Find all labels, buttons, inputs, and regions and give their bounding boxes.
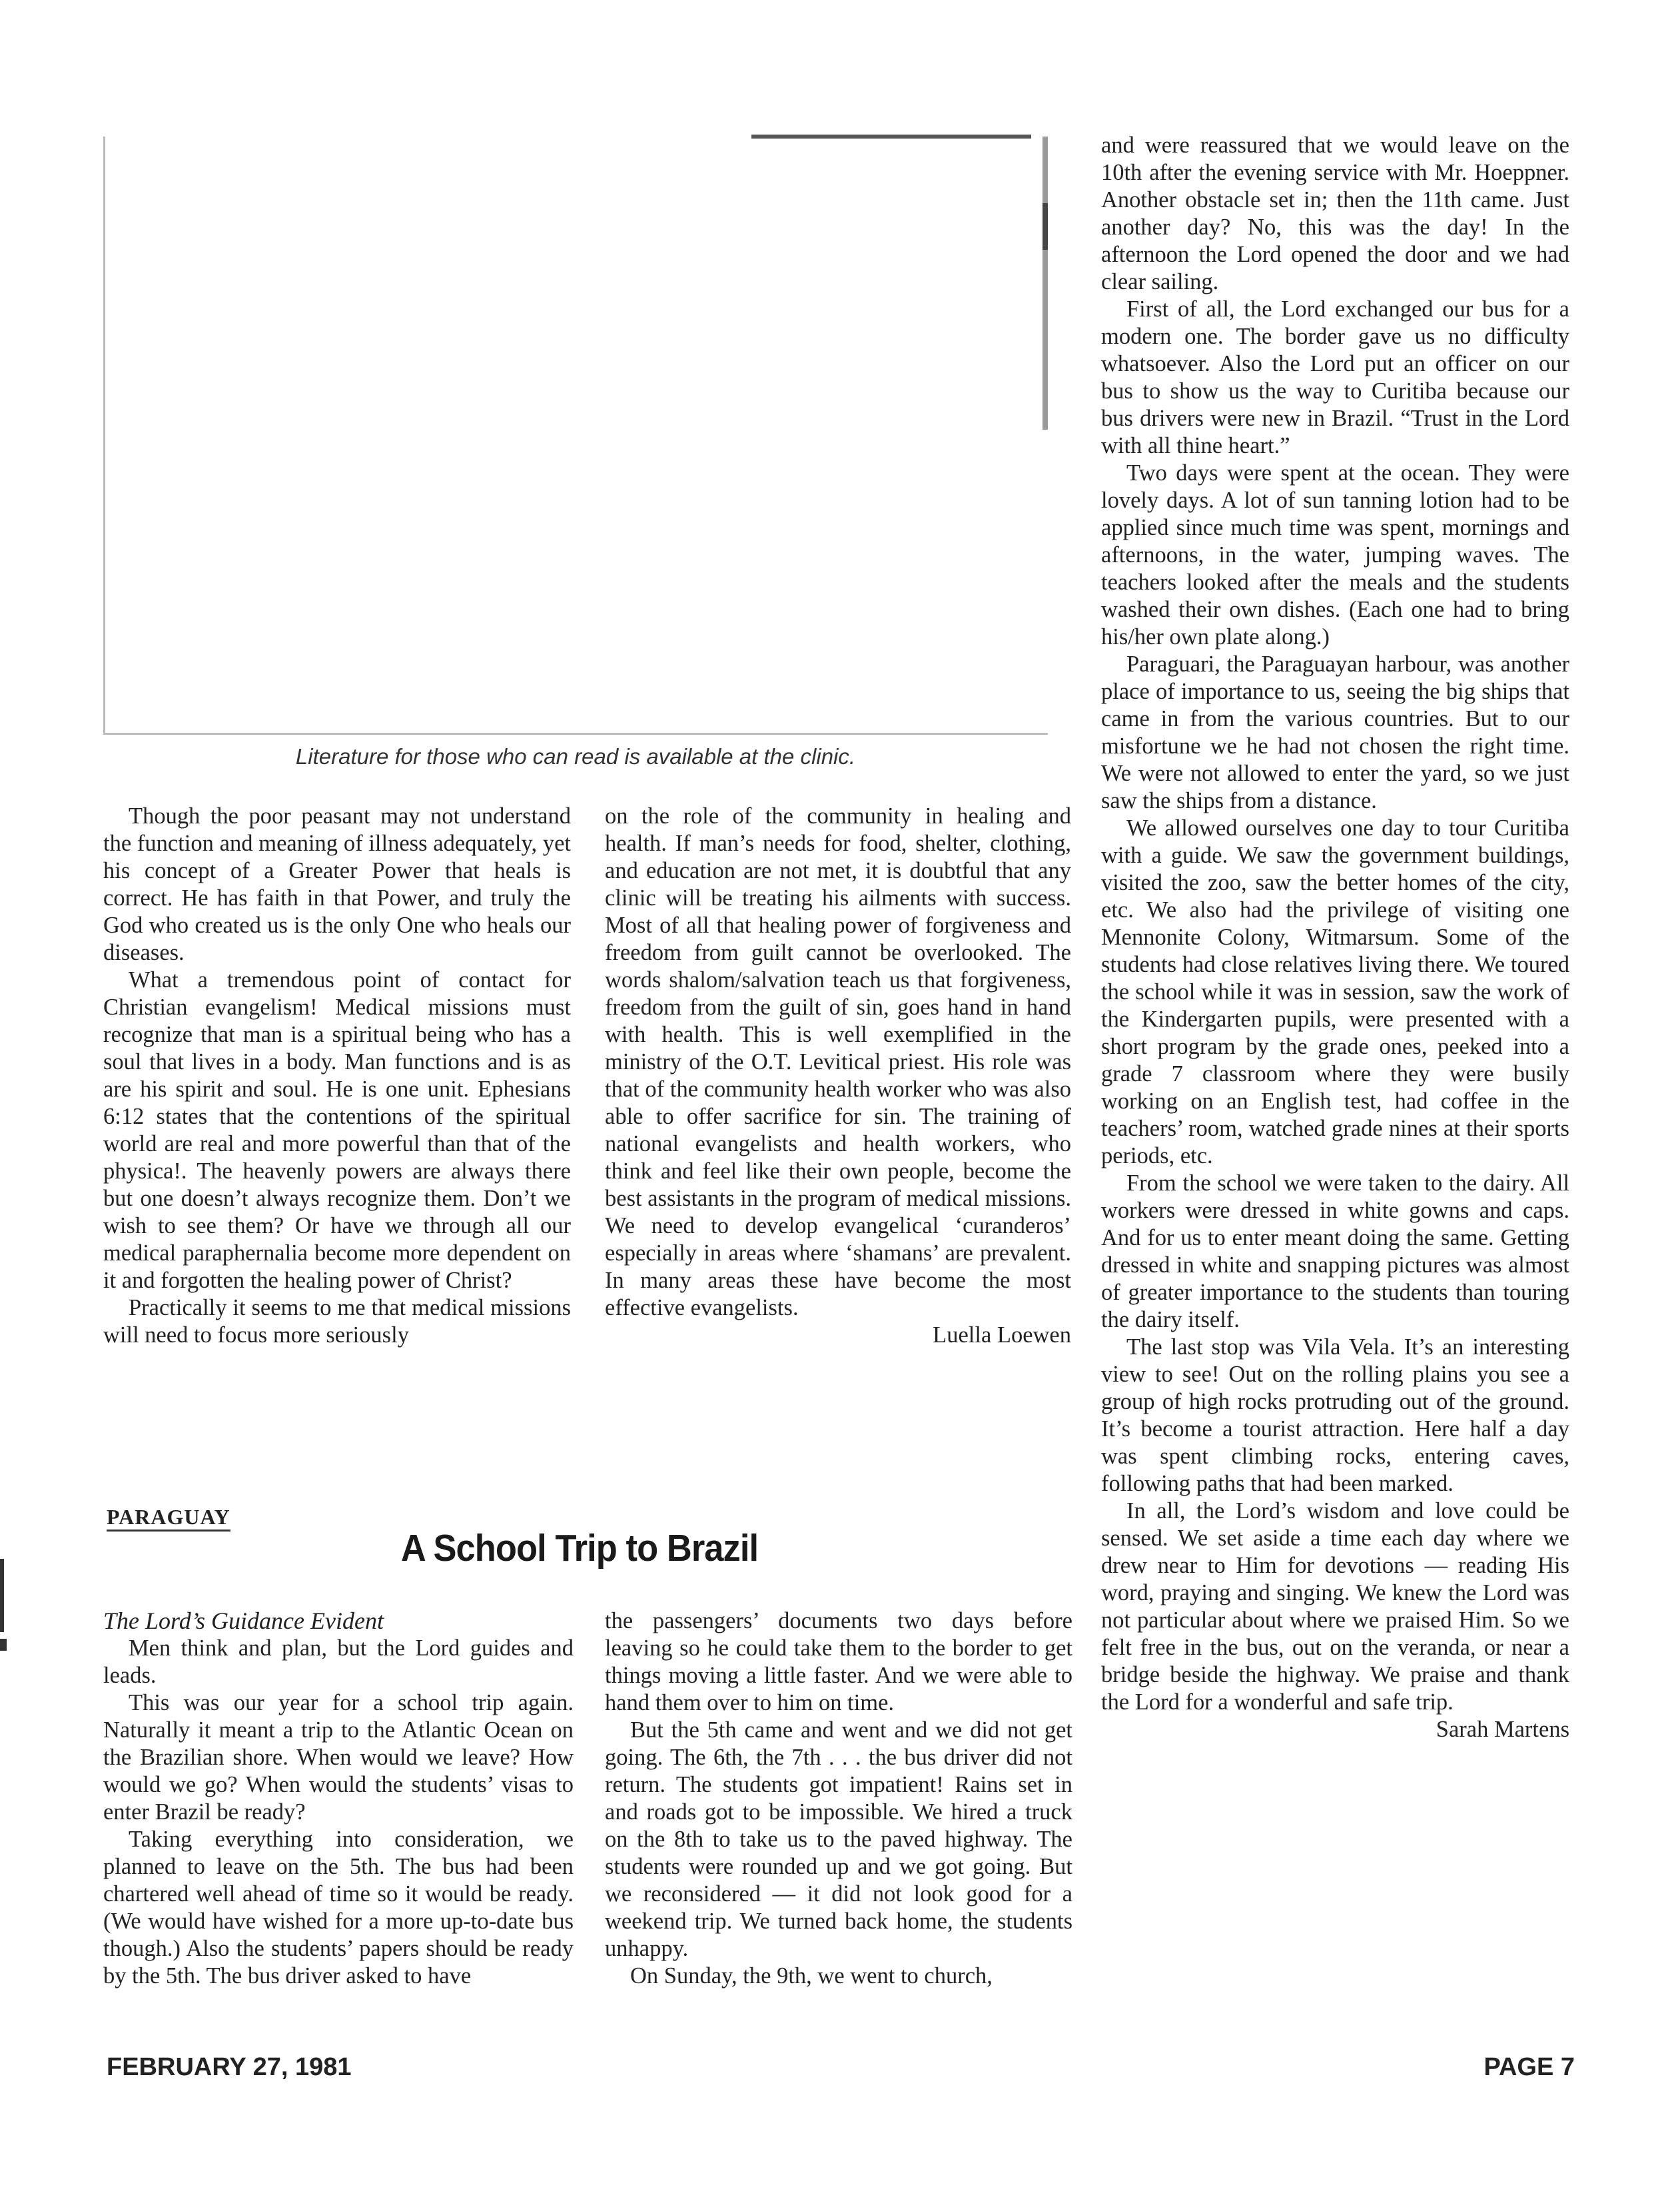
article2-column-1	[103, 1607, 574, 1990]
article2-column-3	[1101, 132, 1569, 1743]
paragraph: Two days were spent at the ocean. They were lovely days. A lot of sun tanning lotion had to be applied since much time was spent, mornings and afternoons, in the water, jumping waves. The teachers looked after the meals and the students washed their own dishes. (Each one had to bring his/her own plate along.)	[1101, 460, 1569, 650]
article-headline: A School Trip to Brazil	[400, 1527, 759, 1569]
photo-right-edge	[1043, 137, 1048, 430]
scan-margin-mark	[0, 1639, 7, 1651]
scan-margin-mark	[0, 1559, 4, 1632]
paragraph: This was our year for a school trip again. Naturally it meant a trip to the Atlantic Ocean on the Brazilian shore. When would we leave? How would we go? When would the students’ visas to enter Brazil be ready?	[103, 1690, 574, 1825]
issue-date: FEBRUARY 27, 1981	[107, 2053, 352, 2081]
section-label: PARAGUAY	[107, 1505, 230, 1532]
clinic-photo	[103, 137, 1048, 735]
page-number: PAGE 7	[1483, 2053, 1575, 2081]
photo-caption: Literature for those who can read is available at the clinic.	[295, 744, 856, 769]
paragraph: Though the poor peasant may not understand the function and meaning of illness adequately, yet his concept of a Greater Power that heals is correct. He has faith in that Power, and truly the God who created us is the only One who heals our diseases.	[103, 803, 571, 965]
article-subhead: The Lord’s Guidance Evident	[103, 1607, 384, 1634]
paragraph: On Sunday, the 9th, we went to church,	[630, 1963, 993, 1988]
author-signature: Sarah Martens	[1436, 1717, 1569, 1742]
photo-top-edge	[751, 135, 1031, 139]
paragraph: From the school we were taken to the dairy. All workers were dressed in white gowns and caps. And for us to enter meant doing the same. Getting dressed in white and snapping pictures was almost of greater importance to the students than touring the dairy itself.	[1101, 1170, 1569, 1332]
article1-column-1	[103, 803, 571, 1349]
paragraph: We allowed ourselves one day to tour Curitiba with a guide. We saw the government buildings, visited the zoo, saw the better homes of the city, etc. We also had the privilege of visiting one Mennonite Colony, Witmarsum. Some of the students had close relatives living there. We toured the school while it was in session, saw the work of the Kindergarten pupils, were presented with a short program by the grade ones, peeked into a grade 7 classroom where they were busily working on an English test, had coffee in the teachers’ room, watched grade nines at their sports periods, etc.	[1101, 815, 1569, 1168]
photo-right-edge-dark	[1043, 203, 1048, 250]
paragraph: and were reassured that we would leave on the 10th after the evening service with Mr. Hoeppner. Another obstacle set in; then the 11th came. Just another day? No, this was the day! In the afternoon the Lord opened the door and we had clear sailing.	[1101, 133, 1569, 294]
paragraph: the passengers’ documents two days before leaving so he could take them to the border to get things moving a little faster. And we were able to hand them over to him on time.	[605, 1608, 1072, 1715]
paragraph: Taking everything into consideration, we planned to leave on the 5th. The bus had been chartered well ahead of time so it would be ready. (We would have wished for a more up-to-date bus though.) Also the students’ papers should be ready by the 5th. The bus driver asked to have	[103, 1827, 574, 1988]
paragraph: The last stop was Vila Vela. It’s an interesting view to see! Out on the rolling plains you see a group of high rocks protruding out of the ground. It’s become a tourist attraction. Here half a day was spent climbing rocks, entering caves, following paths that had been marked.	[1101, 1334, 1569, 1496]
paragraph: In all, the Lord’s wisdom and love could be sensed. We set aside a time each day where we drew near to Him for devotions — reading His word, praying and singing. We knew the Lord was not particular about where we praised Him. So we felt free in the bus, out on the veranda, or near a bridge beside the highway. We praise and thank the Lord for a wonderful and safe trip.	[1101, 1498, 1569, 1715]
article2-column-2	[605, 1607, 1072, 1990]
paragraph: What a tremendous point of contact for Christian evangelism! Medical missions must recognize that man is a spiritual being who has a soul that lives in a body. Man functions and is as are his spirit and soul. He is one unit. Ephesians 6:12 states that the contentions of the spiritual world are real and more powerful than that of the physica!. The heavenly powers are always there but one doesn’t always recognize them. Don’t we wish to see them? Or have we through all our medical paraphernalia become more dependent on it and forgotten the healing power of Christ?	[103, 967, 571, 1293]
paragraph: on the role of the community in healing and health. If man’s needs for food, shelter, clothing, and education are not met, it is doubtful that any clinic will be treating his ailments with success. Most of all that healing power of forgiveness and freedom from guilt cannot be overlooked. The words shalom/salvation teach us that forgiveness, freedom from the guilt of sin, goes hand in hand with health. This is well exemplified in the ministry of the O.T. Levitical priest. His role was that of the community health worker who was also able to offer sacrifice for sin. The training of national evangelists and health workers, who think and feel like their own people, become the best assistants in the program of medical missions. We need to develop evangelical ‘curanderos’ especially in areas where ‘shamans’ are prevalent. In many areas these have become the most effective evangelists.	[605, 803, 1071, 1320]
author-signature: Luella Loewen	[933, 1322, 1071, 1348]
paragraph: But the 5th came and went and we did not get going. The 6th, the 7th . . . the bus driver did not return. The students got impatient! Rains set in and roads got to be impossible. We hired a truck on the 8th to take us to the paved highway. The students were rounded up and we got going. But we reconsidered — it did not look good for a weekend trip. We turned back home, the students unhappy.	[605, 1717, 1072, 1961]
paragraph: Paraguari, the Paraguayan harbour, was another place of importance to us, seeing the big ships that came in from the various countries. But to our misfortune we he had not chosen the right time. We were not allowed to enter the yard, so we just saw the ships from a distance.	[1101, 652, 1569, 813]
paragraph: Men think and plan, but the Lord guides and leads.	[103, 1635, 574, 1688]
paragraph: Practically it seems to me that medical missions will need to focus more seriously	[103, 1295, 571, 1348]
article1-column-2	[605, 803, 1071, 1349]
paragraph: First of all, the Lord exchanged our bus for a modern one. The border gave us no difficulty whatsoever. Also the Lord put an officer on our bus to show us the way to Curitiba because our bus drivers were new in Brazil. “Trust in the Lord with all thine heart.”	[1101, 296, 1569, 458]
